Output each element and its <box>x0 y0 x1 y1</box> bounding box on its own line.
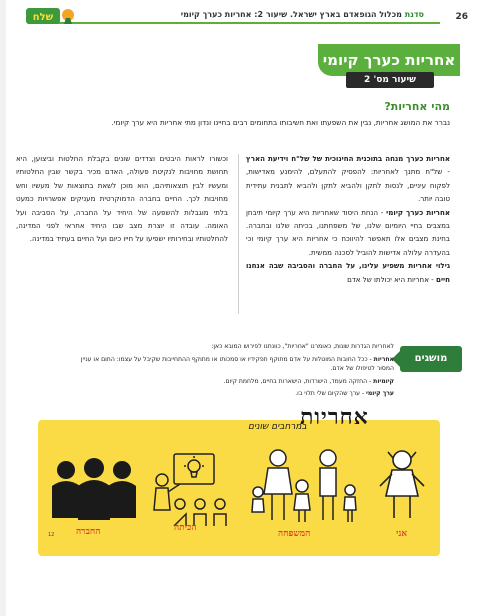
society-figure-icon <box>46 456 142 526</box>
concepts-intro: לאחריות הגדרות שונות, כאומרנו "אחריות", כוונתנו לפירוש המובא כאן: <box>211 343 394 350</box>
col-right-p2-bold: אחריות כערך קיומי <box>386 207 450 217</box>
banner-title: אחריות <box>300 404 369 430</box>
col-right-p3-bold: גילוי אחריות משפיע עלינו, על החברה והסביבה שבה אנחנו חיים <box>246 261 450 284</box>
logo-text: שלח <box>32 12 54 23</box>
page-title: אחריות כערך קיומי <box>318 44 460 76</box>
header-lesson: שיעור 2: אחריות כערך קיומי <box>180 10 288 19</box>
section-heading: מהי אחריות? <box>384 100 450 113</box>
col-right-p1: - של"ח מתנך לאחריות: להפסיק להתעלם, להימנע מאדישות, לפקוח עיניים, לנסות לתקן ולהביא לתקן ולהביא לתבנית עתידית טובה יותר. <box>246 167 450 204</box>
concept-term: אחריות <box>373 355 394 363</box>
page-edge-strip <box>0 0 6 616</box>
header-rule <box>28 22 440 24</box>
concept-item <box>74 389 394 399</box>
lesson-number: שיעור מס' 2 <box>346 72 434 88</box>
page-number: 26 <box>455 12 468 22</box>
brand-logo <box>26 6 78 28</box>
header-series: סדנת <box>404 10 424 19</box>
caption-me: אני <box>396 529 408 539</box>
col-right-p1-bold: אחריות כערך מנחה בתוכנית החינוכית של של"ח וידיעת הארץ <box>246 154 450 163</box>
col-right-p3: - אחריות היא יכולתו של אדם <box>347 274 436 284</box>
caption-family: המשפחה <box>278 529 311 539</box>
concept-term: ערך קיומי <box>366 390 394 398</box>
caption-class: הכיתה <box>174 523 197 533</box>
concept-def: - ערך שהקיום שלי תלוי בו. <box>295 390 367 398</box>
classroom-figure-icon <box>150 450 240 528</box>
concept-item <box>74 355 394 374</box>
header-series-rest: מכלול הגופאדם בארץ ישראל. <box>289 10 402 19</box>
concepts-box <box>74 342 394 402</box>
column-divider <box>238 154 239 314</box>
body-column-right <box>246 152 450 286</box>
header-caption <box>181 10 424 19</box>
concept-item <box>74 377 394 387</box>
banner-footnote: 12 <box>48 532 55 538</box>
child-figure-icon <box>372 446 432 526</box>
caption-society: החברה <box>76 527 101 537</box>
concept-term: קיומיות <box>373 377 394 385</box>
concept-def: - החזקה מעמד, הישרדות, הישארות בחיים, מלחמת קיום. <box>223 377 374 385</box>
col-right-p2: - הנחת היסוד שאחריות היא ערך קיומי תיבחן במצבים בחיי היומיום שלנו, של משפחתנו, בכיתה שלנו ובחברה. בחינת מצבים אלו תאפשר להיווכח כי אחריות היא ערך קיומי וכי בהעדרה עלולה אדישות להוביל לסכנה ממשית. <box>246 207 450 257</box>
col-left-p1: וכשורו לראות היבטים וצדדים שונים בקבלת החלטות וביצוען, היא תחושת מחויבות לנקיטת פעולה, האדם מכיר בקשר שבין החלטותיו ומעשיו לבין תוצאותיהם, הוא מוכן לשאת בתוצאות של מעשיו וחש מחויבות לכך. החיים בחברה הדמוקרטית מעניקים אפשרויות כמעט בלתי מוגבלות להשפעה של היחיד על החברה, על הסביבה ועל האומה. עובדה זו יוצרת מצב שבו היחיד אחראי לפני המדינה, להחלטותיו ובחירותיו ישפיעו על חייו כיום ועל החיים בעתיד במדינה. <box>16 154 228 244</box>
family-figure-icon <box>250 446 360 528</box>
body-column-left <box>16 152 228 246</box>
concepts-badge: מושגים <box>400 346 462 372</box>
concept-def: - ככל החובות המוטלות על אדם מתוקף תפקידיו או סמכותו או מתוקף ההתחייבות שקיבל על עצמו: התום או עניין המסור לטיפולו של אדם. <box>80 355 394 373</box>
intro-paragraph: נברר את המושג אחריות, נבין את השפעתו ואת חשיבותו בתחומים רבים בחיינו ונדון מתי אחריות היא ערך קיומי. <box>111 118 450 127</box>
page-header <box>6 6 474 30</box>
banner-subtitle: במרחבים שונים <box>248 422 307 432</box>
